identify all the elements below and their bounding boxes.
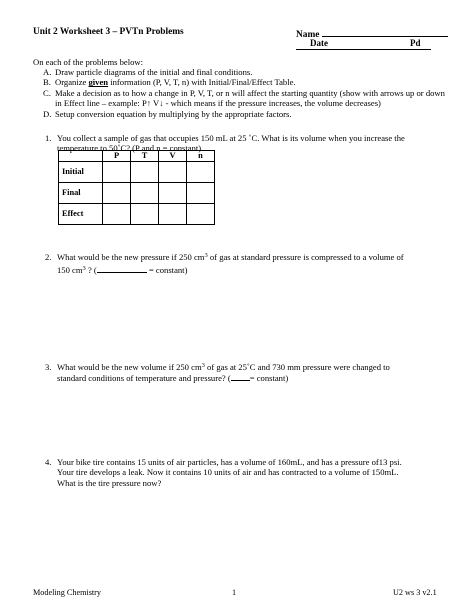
period-label: Pd [410,38,421,48]
instruction-d: D. Setup conversion equation by multiplying by the appropriate factors. [43,108,292,119]
answer-blank[interactable] [231,372,250,381]
table-cell[interactable] [103,204,131,225]
row-label-final: Final [59,183,103,204]
table-row [59,183,215,204]
table-cell[interactable] [131,162,159,183]
footer-right: U2 ws 3 v2.1 [393,588,437,597]
row-label-effect: Effect [59,204,103,225]
table-cell[interactable] [159,183,187,204]
name-blank [322,27,448,37]
worksheet-title: Unit 2 Worksheet 3 – PVTn Problems [33,27,184,37]
table-cell[interactable] [159,162,187,183]
instruction-c: C. Make a decision as to how a change in P, V, T, or n will affect the starting quantity (show with arrows up or down in Effect line – example: P↑ V↓ - which means if the pressure increases, the volume decreases) [43,87,445,109]
table-cell[interactable] [187,204,215,225]
table-header-cell: T [131,151,159,162]
given-emphasis: given [88,77,109,88]
table-row [59,162,215,183]
footer-left: Modeling Chemistry [33,588,101,597]
table-header-cell [59,151,103,162]
row-label-initial: Initial [59,162,103,183]
question-1: 1. You collect a sample of gas that occupies 150 mL at 25 ˚C. What is its volume when you increase the temperature to 50˚C? (P and n = constant) [45,133,405,154]
table-cell[interactable] [131,204,159,225]
date-label: Date [310,38,328,48]
table-row [59,204,215,225]
instruction-a: A. Draw particle diagrams of the initial and final conditions. [43,67,253,77]
question-3: 3. What would be the new volume if 250 $cm^3$ of gas at 25˚C and 730 mm pressure were changed to standard conditions of temperature and pressure? ( = constant) [45,362,390,384]
instructions-list [33,67,453,119]
question-4: 4. Your bike tire contains 15 units of air particles, has a volume of 160mL, and has a pressure of13 psi. Your tire develops a leak. Now it contains 10 units of air and has contracted to a volume of 150mL. What is the tire pressure now? [45,457,402,488]
table-header-row [59,151,215,162]
table-header-cell: V [159,151,187,162]
table-cell[interactable] [103,162,131,183]
instructions-intro: On each of the problems below: [33,57,144,67]
name-label: Name [296,30,320,40]
pvtn-table [58,150,215,225]
table-cell[interactable] [131,183,159,204]
table-cell[interactable] [103,183,131,204]
table-cell[interactable] [187,162,215,183]
answer-blank[interactable] [97,264,147,273]
table-header-cell: P [103,151,131,162]
table-header-cell: n [187,151,215,162]
question-2: 2. What would be the new pressure if 250 $cm^3$ of gas at standard pressure is compressed to a volume of 150 $cm^3$ ? ( = constant) [45,252,404,275]
table-cell[interactable] [187,183,215,204]
instruction-b: B. Organize given information (P, V, T, n) with Initial/Final/Effect Table. [43,77,296,88]
page-number: 1 [232,588,237,597]
table-cell[interactable] [159,204,187,225]
date-period-line [296,38,431,50]
